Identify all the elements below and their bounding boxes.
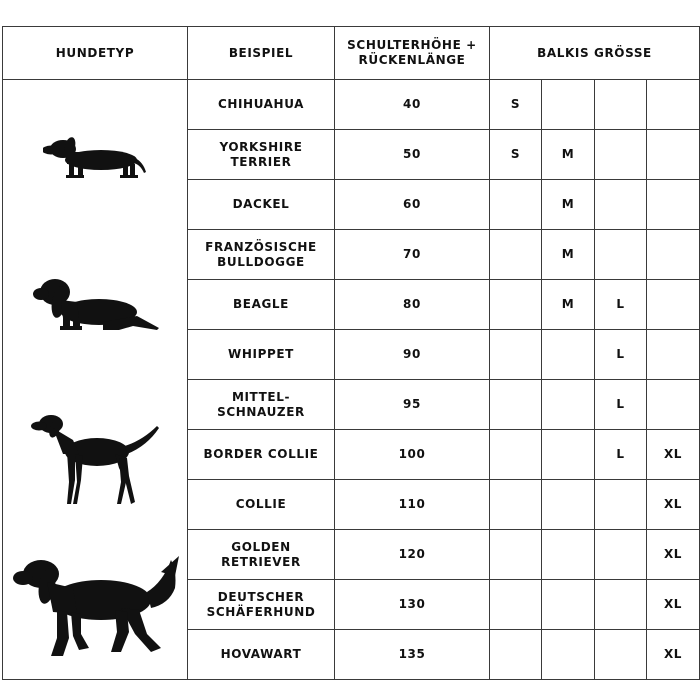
size-xl-cell: XL	[647, 580, 700, 630]
measure-value: 80	[335, 280, 490, 330]
size-s-cell	[490, 380, 542, 430]
size-l-cell	[595, 80, 647, 130]
size-m-cell	[542, 380, 595, 430]
size-xl-cell	[647, 180, 700, 230]
pointer-dog-icon	[31, 412, 163, 508]
breed-name-line: TERRIER	[230, 154, 292, 169]
size-m-cell	[542, 430, 595, 480]
size-m-cell: M	[542, 280, 595, 330]
size-m-cell	[542, 330, 595, 380]
header-measure-line2: RÜCKENLÄNGE	[358, 53, 466, 67]
size-xl-cell	[647, 330, 700, 380]
size-s-cell	[490, 430, 542, 480]
measure-value: 70	[335, 230, 490, 280]
basset-hound-icon	[33, 272, 161, 334]
breed-name: HOVAWART	[188, 630, 335, 680]
dachshund-icon	[43, 130, 148, 182]
size-l-cell	[595, 530, 647, 580]
measure-value: 50	[335, 130, 490, 180]
breed-name-line: BULLDOGGE	[217, 254, 305, 269]
breed-name-line: SCHNAUZER	[217, 404, 305, 419]
size-s-cell	[490, 230, 542, 280]
header-measure-line1: SCHULTERHÖHE +	[347, 38, 477, 52]
breed-name-line: DEUTSCHER	[217, 589, 305, 604]
size-l-cell: L	[595, 280, 647, 330]
header-example: BEISPIEL	[188, 27, 335, 80]
size-s-cell	[490, 280, 542, 330]
size-xl-cell	[647, 280, 700, 330]
size-m-cell: M	[542, 130, 595, 180]
breed-name	[188, 580, 335, 630]
size-m-cell	[542, 480, 595, 530]
header-measure	[335, 27, 490, 80]
golden-retriever-icon	[11, 552, 181, 662]
breed-name-line: MITTEL-	[231, 389, 291, 404]
dog-silhouettes	[3, 82, 188, 678]
header-size: BALKIS GRÖSSE	[490, 27, 700, 80]
breed-name	[188, 130, 335, 180]
breed-name	[188, 530, 335, 580]
breed-name-line: RETRIEVER	[221, 554, 301, 569]
size-l-cell: L	[595, 430, 647, 480]
breed-name: BEAGLE	[188, 280, 335, 330]
size-s-cell	[490, 180, 542, 230]
measure-value: 100	[335, 430, 490, 480]
size-table	[2, 26, 700, 680]
size-m-cell: M	[542, 180, 595, 230]
size-xl-cell: XL	[647, 480, 700, 530]
breed-name	[188, 230, 335, 280]
breed-name: BORDER COLLIE	[188, 430, 335, 480]
measure-value: 90	[335, 330, 490, 380]
size-xl-cell	[647, 380, 700, 430]
breed-name-line: GOLDEN	[231, 539, 291, 554]
size-s-cell	[490, 580, 542, 630]
size-m-cell	[542, 530, 595, 580]
size-l-cell	[595, 480, 647, 530]
size-xl-cell	[647, 80, 700, 130]
breed-name: COLLIE	[188, 480, 335, 530]
breed-name-line: SCHÄFERHUND	[206, 604, 316, 619]
header-row	[3, 27, 700, 80]
size-m-cell: M	[542, 230, 595, 280]
size-xl-cell: XL	[647, 430, 700, 480]
size-s-cell	[490, 480, 542, 530]
measure-value: 120	[335, 530, 490, 580]
size-xl-cell	[647, 130, 700, 180]
size-l-cell	[595, 580, 647, 630]
size-l-cell: L	[595, 330, 647, 380]
dog-silhouettes-cell	[3, 80, 188, 680]
size-l-cell	[595, 130, 647, 180]
size-l-cell: L	[595, 380, 647, 430]
size-l-cell	[595, 630, 647, 680]
measure-value: 60	[335, 180, 490, 230]
size-l-cell	[595, 180, 647, 230]
table-row	[3, 80, 700, 130]
measure-value: 130	[335, 580, 490, 630]
breed-name-line: FRANZÖSISCHE	[205, 239, 317, 254]
size-m-cell	[542, 630, 595, 680]
size-s-cell	[490, 530, 542, 580]
size-l-cell	[595, 230, 647, 280]
breed-name: WHIPPET	[188, 330, 335, 380]
size-s-cell: S	[490, 130, 542, 180]
measure-value: 110	[335, 480, 490, 530]
size-s-cell	[490, 630, 542, 680]
size-xl-cell: XL	[647, 630, 700, 680]
size-m-cell	[542, 80, 595, 130]
size-xl-cell	[647, 230, 700, 280]
header-dog-type: HUNDETYP	[3, 27, 188, 80]
measure-value: 40	[335, 80, 490, 130]
breed-name: CHIHUAHUA	[188, 80, 335, 130]
size-m-cell	[542, 580, 595, 630]
size-s-cell: S	[490, 80, 542, 130]
measure-value: 135	[335, 630, 490, 680]
measure-value: 95	[335, 380, 490, 430]
size-s-cell	[490, 330, 542, 380]
size-xl-cell: XL	[647, 530, 700, 580]
breed-name-line: YORKSHIRE	[219, 139, 303, 154]
breed-name	[188, 380, 335, 430]
breed-name: DACKEL	[188, 180, 335, 230]
table-body	[3, 80, 700, 680]
